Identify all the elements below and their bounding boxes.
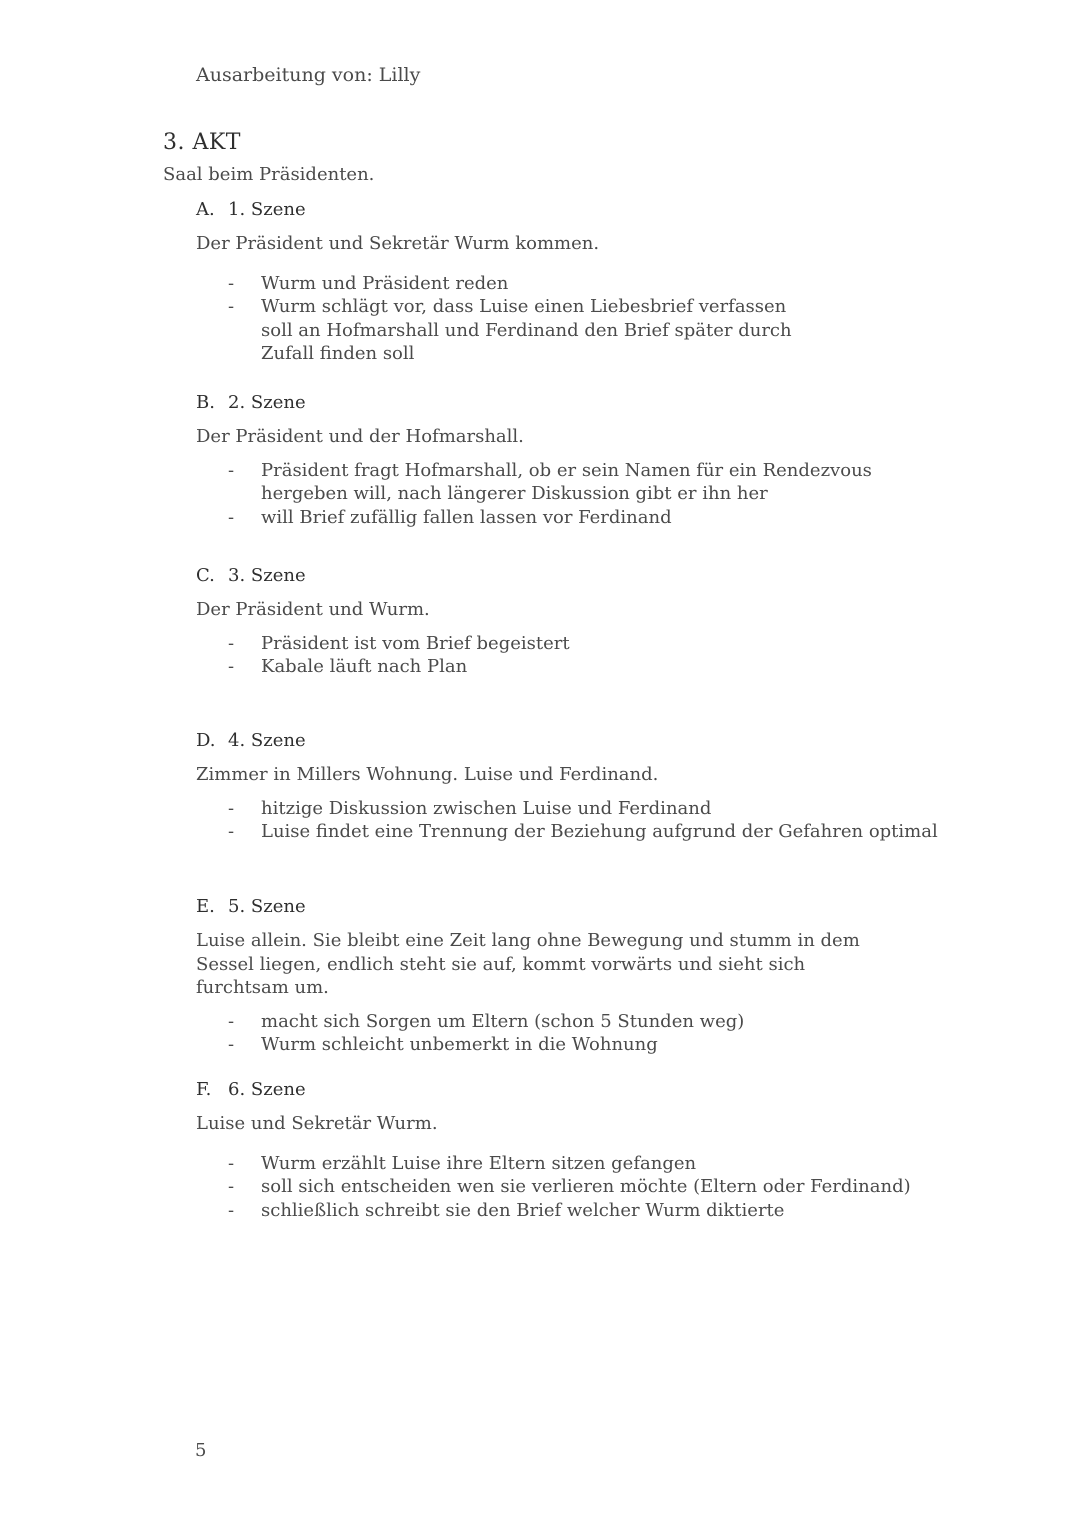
scene-heading <box>196 729 956 753</box>
scene-letter: F. <box>196 1079 212 1100</box>
scene-points <box>196 632 956 679</box>
act-location: Saal beim Präsidenten. <box>163 164 375 185</box>
scene-section <box>196 895 956 1057</box>
scene-intro: Luise allein. Sie bleibt eine Zeit lang ohne Bewegung und stumm in dem Sessel liegen, endlich steht sie auf, kommt vorwärts und sieht sich furchtsam um. <box>196 930 860 998</box>
scene-heading <box>196 564 956 588</box>
list-item: - Luise findet eine Trennung der Beziehung aufgrund der Gefahren optimal <box>228 821 938 842</box>
scene-title: 4. Szene <box>228 730 306 751</box>
scene-letter: E. <box>196 896 215 917</box>
scene-heading <box>196 895 956 919</box>
page-number: 5 <box>195 1440 207 1461</box>
list-item: - Wurm erzählt Luise ihre Eltern sitzen gefangen <box>228 1152 697 1174</box>
list-item: - hitzige Diskussion zwischen Luise und Ferdinand <box>228 797 712 819</box>
act-title: 3. AKT <box>163 130 241 155</box>
scene-intro: Der Präsident und der Hofmarshall. <box>196 426 524 447</box>
list-item: - Kabale läuft nach Plan <box>228 656 468 677</box>
list-item: - Wurm und Präsident reden <box>228 272 509 294</box>
list-item: - schließlich schreibt sie den Brief welcher Wurm diktierte <box>228 1199 785 1221</box>
scene-points <box>196 272 956 366</box>
scene-section <box>196 1078 956 1222</box>
scene-intro: Luise und Sekretär Wurm. <box>196 1113 438 1134</box>
list-item: - Präsident ist vom Brief begeistert <box>228 632 570 654</box>
scene-intro: Der Präsident und Wurm. <box>196 599 430 620</box>
scene-heading <box>196 1078 956 1102</box>
author-line: Ausarbeitung von: Lilly <box>196 64 421 86</box>
scene-letter: B. <box>196 392 215 413</box>
scene-section <box>196 391 956 529</box>
list-item: - Wurm schleicht unbemerkt in die Wohnung <box>228 1034 658 1055</box>
scene-title: 6. Szene <box>228 1079 306 1100</box>
scene-section <box>196 729 956 844</box>
scene-letter: A. <box>196 199 215 220</box>
scene-section <box>196 198 956 366</box>
scene-title: 3. Szene <box>228 565 306 586</box>
scene-section <box>196 564 956 679</box>
scene-heading <box>196 391 956 415</box>
scene-intro: Zimmer in Millers Wohnung. Luise und Ferdinand. <box>196 764 659 785</box>
scene-heading <box>196 198 956 222</box>
scene-title: 1. Szene <box>228 199 306 220</box>
list-item: - Präsident fragt Hofmarshall, ob er sein Namen für ein Rendezvous hergeben will, nach längerer Diskussion gibt er ihn her <box>228 459 872 504</box>
scene-points <box>196 1152 956 1223</box>
list-item: - soll sich entscheiden wen sie verlieren möchte (Eltern oder Ferdinand) <box>228 1176 911 1197</box>
scene-letter: C. <box>196 565 215 586</box>
list-item: - Wurm schlägt vor, dass Luise einen Liebesbrief verfassen soll an Hofmarshall und Ferdinand den Brief später durch Zufall finden soll <box>228 296 792 364</box>
scene-letter: D. <box>196 730 216 751</box>
list-item: - macht sich Sorgen um Eltern (schon 5 Stunden weg) <box>228 1010 745 1032</box>
scene-points <box>196 797 956 844</box>
scene-intro: Der Präsident und Sekretär Wurm kommen. <box>196 233 600 254</box>
scene-points <box>196 459 956 530</box>
list-item: - will Brief zufällig fallen lassen vor Ferdinand <box>228 506 672 528</box>
scene-title: 2. Szene <box>228 392 306 413</box>
scene-title: 5. Szene <box>228 896 306 917</box>
scene-points <box>196 1010 956 1057</box>
